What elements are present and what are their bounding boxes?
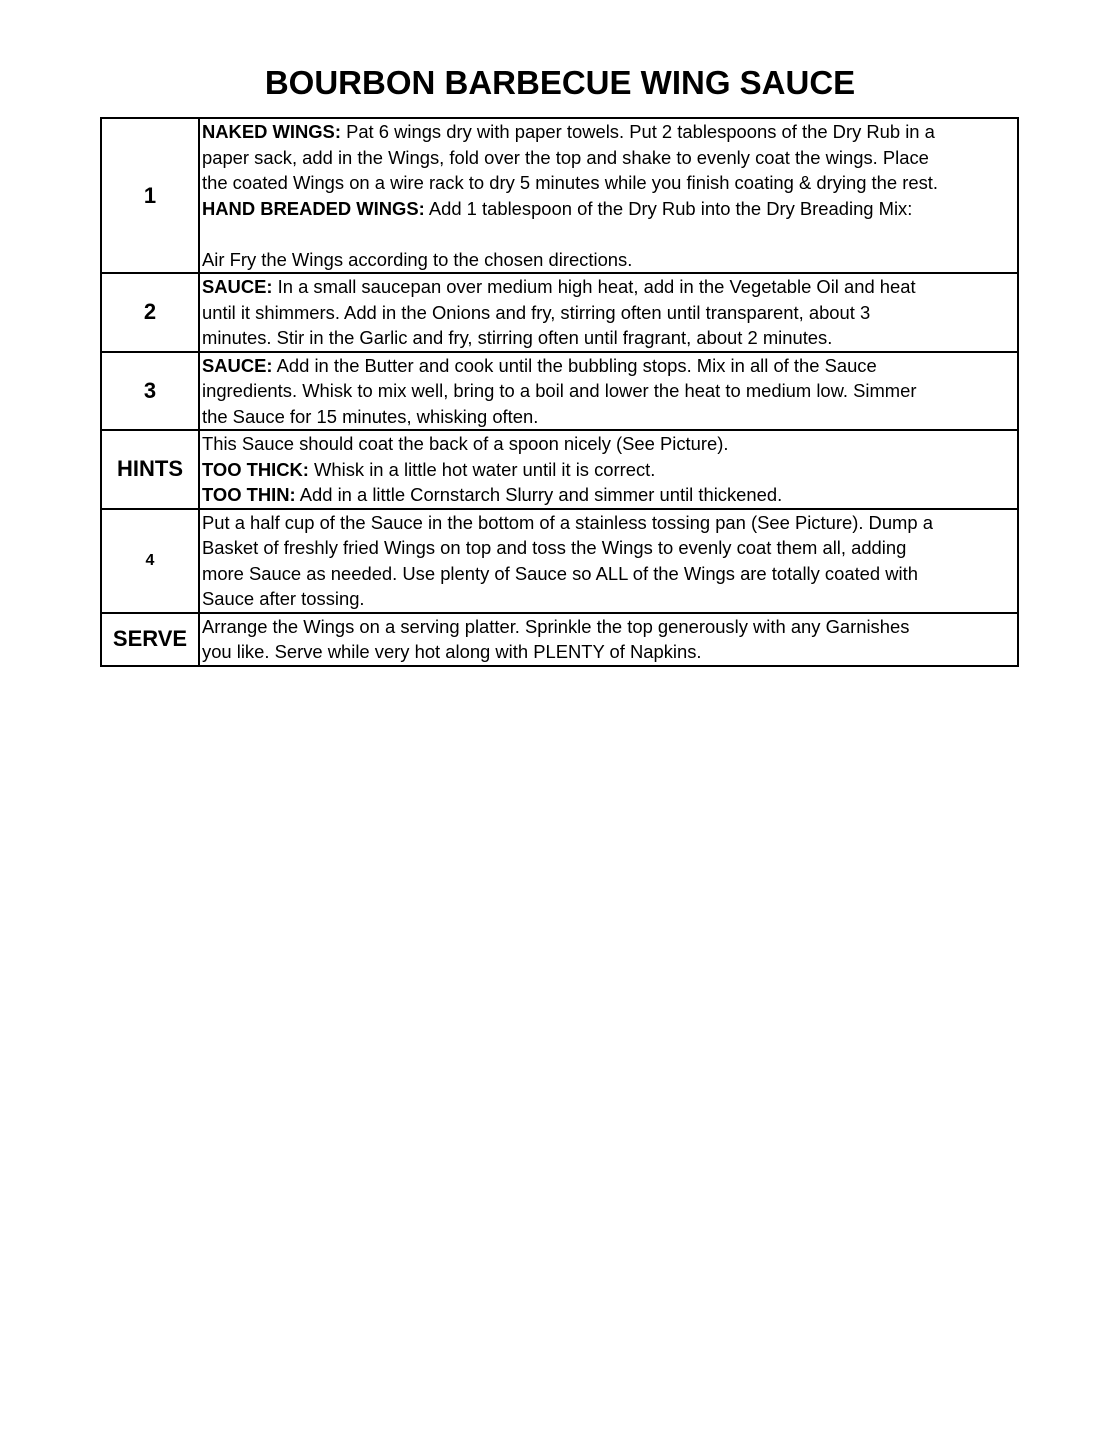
instruction-text: Add in the Butter and cook until the bubbling stops. Mix in all of the Sauce <box>272 354 877 376</box>
instruction-text: until it shimmers. Add in the Onions and fry, stirring often until transparent, about 3 <box>202 301 871 323</box>
instruction-text: Add 1 tablespoon of the Dry Rub into the Dry Breading Mix: <box>424 197 913 219</box>
instruction-line <box>202 561 1015 587</box>
step-instructions <box>199 613 1018 666</box>
instruction-line <box>202 274 1015 300</box>
step-label: HINTS <box>101 430 199 509</box>
instruction-line <box>202 325 1015 351</box>
instruction-line <box>202 614 1015 640</box>
instruction-keyword: NAKED WINGS: <box>202 121 341 142</box>
instruction-line <box>202 457 1015 483</box>
instruction-line <box>202 586 1015 612</box>
instruction-text: ingredients. Whisk to mix well, bring to a boil and lower the heat to medium low. Simmer <box>202 380 917 401</box>
instruction-text: Put a half cup of the Sauce in the bottom of a stainless tossing pan (See Picture). Dump a <box>202 511 933 533</box>
step-row <box>101 273 1018 352</box>
step-instructions <box>199 509 1018 613</box>
instruction-text: paper sack, add in the Wings, fold over the top and shake to evenly coat the wings. Place <box>202 146 929 168</box>
step-label: 4 <box>101 509 199 613</box>
step-label: SERVE <box>101 613 199 666</box>
step-label: 1 <box>101 118 199 273</box>
instruction-text: minutes. Stir in the Garlic and fry, stirring often until fragrant, about 2 minutes. <box>202 327 833 348</box>
instruction-line <box>202 378 1015 404</box>
instruction-text: Arrange the Wings on a serving platter. Sprinkle the top generously with any Garnishes <box>202 615 910 637</box>
instruction-line <box>202 119 1015 145</box>
step-row <box>101 118 1018 273</box>
instruction-text: In a small saucepan over medium high heat, add in the Vegetable Oil and heat <box>272 276 916 297</box>
instruction-line <box>202 353 1015 379</box>
instruction-line <box>202 510 1015 536</box>
recipe-steps-table <box>100 117 1019 667</box>
instruction-line <box>202 535 1015 561</box>
instruction-line <box>202 221 1015 247</box>
instruction-keyword: HAND BREADED WINGS: <box>202 197 425 219</box>
instruction-text: Pat 6 wings dry with paper towels. Put 2 tablespoons of the Dry Rub in a <box>340 121 935 142</box>
instruction-text: more Sauce as needed. Use plenty of Sauce so ALL of the Wings are totally coated with <box>202 562 918 584</box>
instruction-line <box>202 482 1015 508</box>
instruction-line <box>202 431 1015 457</box>
step-instructions <box>199 352 1018 431</box>
step-row <box>101 430 1018 509</box>
step-row <box>101 509 1018 613</box>
instruction-text: the coated Wings on a wire rack to dry 5 minutes while you finish coating & drying the rest. <box>202 172 938 193</box>
instruction-text: Whisk in a little hot water until it is correct. <box>308 458 656 480</box>
instruction-keyword: TOO THICK: <box>202 458 309 480</box>
instruction-text: you like. Serve while very hot along with PLENTY of Napkins. <box>202 641 702 662</box>
instruction-text: Air Fry the Wings according to the chosen directions. <box>202 248 633 270</box>
step-row <box>101 352 1018 431</box>
instruction-keyword: SAUCE: <box>202 354 273 376</box>
instruction-text: This Sauce should coat the back of a spoon nicely (See Picture). <box>202 433 729 454</box>
instruction-line <box>202 300 1015 326</box>
instruction-line <box>202 247 1015 273</box>
step-label: 2 <box>101 273 199 352</box>
instruction-line <box>202 145 1015 171</box>
instruction-text: Add in a little Cornstarch Slurry and simmer until thickened. <box>295 484 783 505</box>
step-instructions <box>199 273 1018 352</box>
instruction-line <box>202 196 1015 222</box>
step-label: 3 <box>101 352 199 431</box>
instruction-line <box>202 404 1015 430</box>
instruction-text: Sauce after tossing. <box>202 588 365 609</box>
instruction-keyword: SAUCE: <box>202 276 273 297</box>
instruction-keyword: TOO THIN: <box>202 484 296 505</box>
instruction-line <box>202 170 1015 196</box>
instruction-text: the Sauce for 15 minutes, whisking often. <box>202 405 539 427</box>
steps-body <box>101 118 1018 666</box>
page-title: BOURBON BARBECUE WING SAUCE <box>264 64 856 101</box>
step-instructions <box>199 118 1018 273</box>
step-row <box>101 613 1018 666</box>
step-instructions <box>199 430 1018 509</box>
instruction-text: Basket of freshly fried Wings on top and toss the Wings to evenly coat them all, adding <box>202 537 907 558</box>
instruction-line <box>202 639 1015 665</box>
